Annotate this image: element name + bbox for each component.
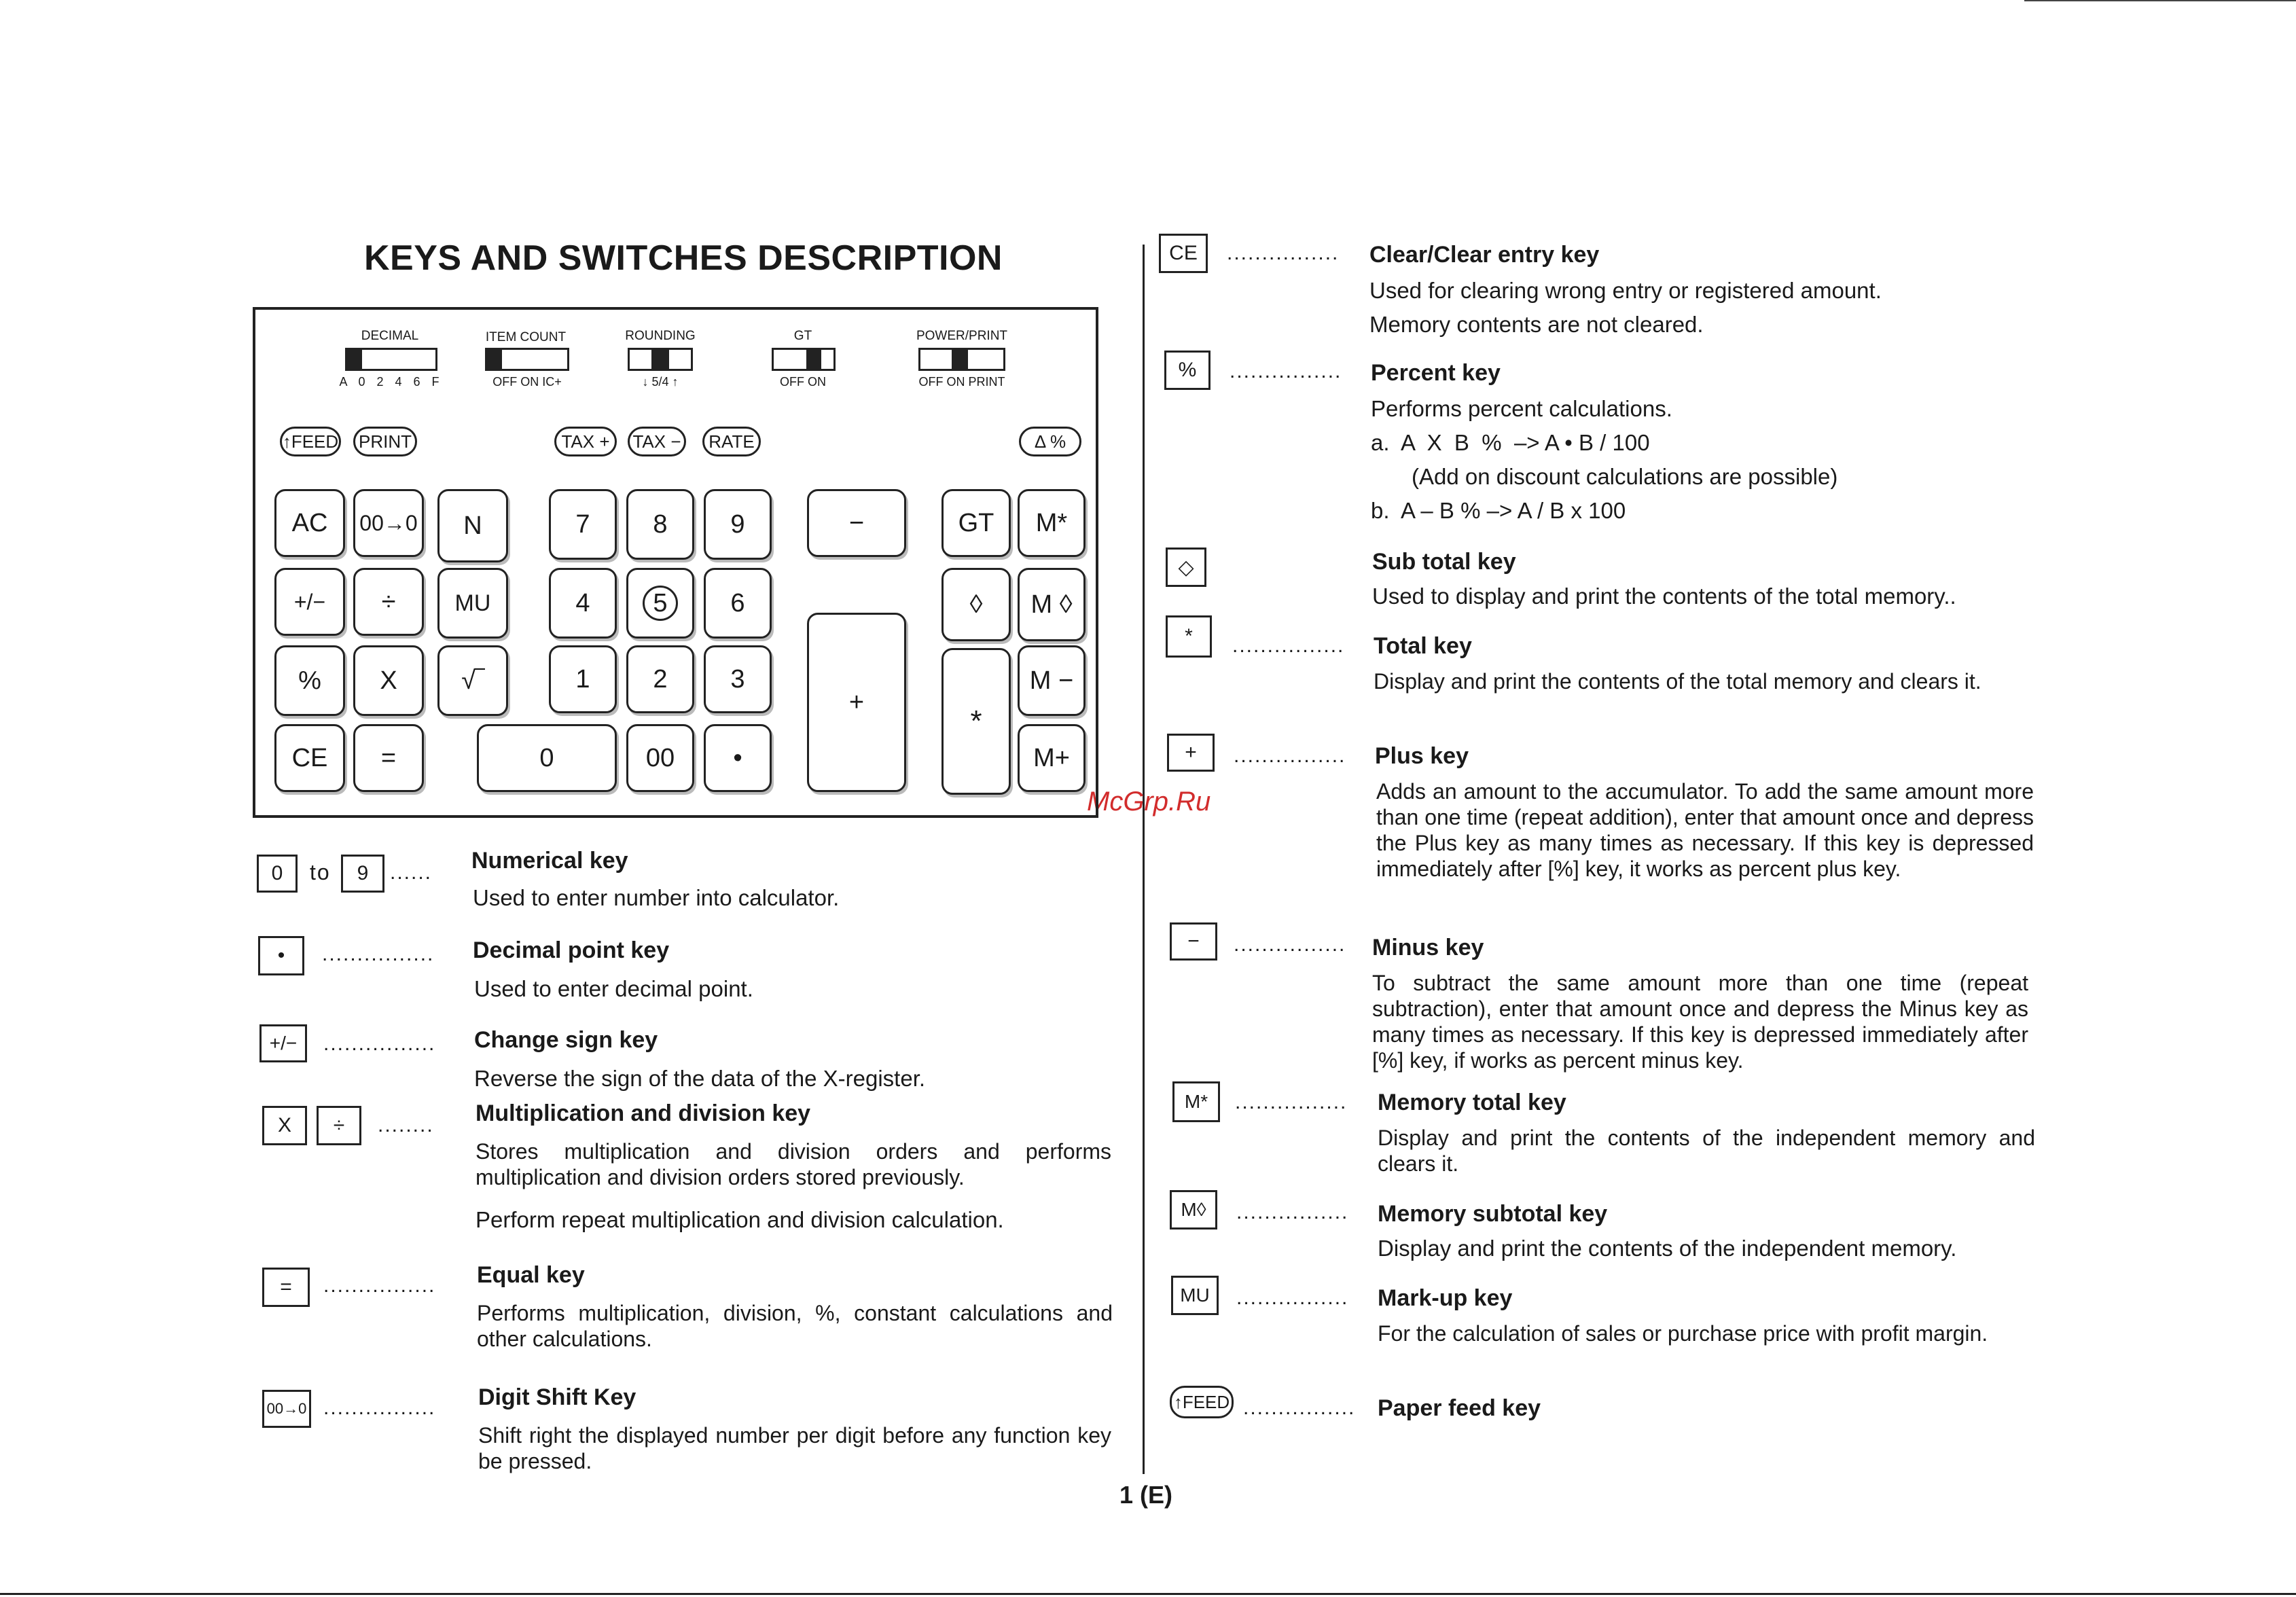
memory-total-dots: ................ — [1235, 1091, 1348, 1113]
ce-icon: CE — [1159, 234, 1208, 273]
switch-item-count-positions: OFF ON IC+ — [492, 375, 562, 389]
mult-div-dots: ........ — [378, 1114, 434, 1136]
key-2[interactable]: 2 — [626, 645, 694, 713]
plus-line-1: Adds an amount to the accumulator. To add the same amount more than one time (repeat addition), enter that amount once and depress the Plus key as many times as necessary. If this key is depressed immediately after [%] key, it works as percent plus key. — [1376, 779, 2034, 881]
divide-icon: ÷ — [317, 1106, 361, 1145]
feed-icon: ↑FEED — [1170, 1386, 1234, 1418]
percent-line-2: a. A X B % –> A • B / 100 — [1371, 430, 1650, 455]
memory-subtotal-dots: ................ — [1236, 1201, 1349, 1223]
markup-line-1: For the calculation of sales or purchase price with profit margin. — [1378, 1321, 1988, 1346]
page-number: 1 (E) — [1119, 1481, 1173, 1509]
subtotal-icon: ◇ — [1166, 548, 1206, 587]
multiply-key[interactable]: X — [353, 645, 424, 716]
minus-dots: ................ — [1234, 933, 1346, 956]
digit-shift-dots: ................ — [323, 1397, 436, 1419]
print-button[interactable]: PRINT — [353, 427, 417, 456]
numerical-heading: Numerical key — [471, 848, 628, 874]
percent-line-4: b. A – B % –> A / B x 100 — [1371, 498, 1626, 523]
multiply-icon: X — [262, 1106, 307, 1145]
minus-key[interactable]: − — [807, 489, 906, 557]
subtotal-key[interactable]: ◊ — [941, 568, 1011, 641]
switch-gt-slot[interactable] — [772, 348, 836, 371]
numerical-line-1: Used to enter number into calculator. — [473, 885, 840, 910]
decimal-key[interactable]: • — [704, 724, 772, 792]
page-title: KEYS AND SWITCHES DESCRIPTION — [364, 238, 1003, 278]
delta-percent-button[interactable]: Δ % — [1019, 427, 1081, 456]
decimal-line-1: Used to enter decimal point. — [474, 976, 753, 1001]
numerical-dots: ...... — [390, 861, 433, 884]
change-sign-key[interactable]: +/− — [274, 568, 345, 636]
digit-shift-heading: Digit Shift Key — [478, 1384, 636, 1410]
decimal-dots: ................ — [322, 943, 435, 965]
ac-key[interactable]: AC — [274, 489, 345, 557]
memory-subtotal-heading: Memory subtotal key — [1378, 1201, 1608, 1227]
total-icon: * — [1166, 615, 1212, 658]
ce-heading: Clear/Clear entry key — [1369, 242, 1600, 268]
change-sign-icon: +/− — [259, 1024, 307, 1062]
percent-line-3: (Add on discount calculations are possible) — [1412, 464, 1838, 489]
memory-subtotal-line-1: Display and print the contents of the independent memory. — [1378, 1236, 1957, 1261]
key-4[interactable]: 4 — [549, 568, 617, 639]
scan-top-edge-line — [2024, 0, 2296, 1]
feed-heading: Paper feed key — [1378, 1395, 1541, 1421]
switch-gt-positions: OFF ON — [780, 375, 826, 389]
decimal-point-icon: • — [258, 936, 304, 975]
digit-shift-key[interactable]: 00→0 — [353, 489, 424, 557]
memory-total-icon: M* — [1172, 1081, 1220, 1122]
rate-button[interactable]: RATE — [702, 427, 761, 456]
markup-heading: Mark-up key — [1378, 1285, 1513, 1311]
scan-bottom-edge-line — [0, 1593, 2296, 1595]
markup-dots: ................ — [1236, 1287, 1349, 1309]
switch-power-print-slot[interactable] — [918, 348, 1005, 371]
minus-heading: Minus key — [1372, 935, 1484, 961]
mult-div-line-2: Perform repeat multiplication and division calculation. — [476, 1207, 1004, 1232]
plus-heading: Plus key — [1375, 743, 1469, 769]
percent-heading: Percent key — [1371, 360, 1501, 386]
memory-total-line-1: Display and print the contents of the independent memory and clears it. — [1378, 1126, 2035, 1176]
tax-plus-button[interactable]: TAX + — [554, 427, 617, 456]
equal-heading: Equal key — [477, 1262, 585, 1288]
numerical-to-icon: 9 — [341, 855, 384, 893]
digit-shift-line-1: Shift right the displayed number per digit before any function key be pressed. — [478, 1423, 1111, 1473]
numerical-to-label: to — [310, 860, 331, 884]
subtotal-line-1: Used to display and print the contents of the total memory.. — [1372, 584, 1956, 609]
plus-icon: + — [1167, 734, 1215, 772]
key-5[interactable] — [626, 568, 694, 639]
mult-div-line-1: Stores multiplication and division orders and performs multiplication and division orders stored previously. — [476, 1139, 1111, 1189]
ce-key[interactable]: CE — [274, 724, 345, 792]
switch-rounding-title: ROUNDING — [625, 329, 696, 343]
ce-line-1: Used for clearing wrong entry or registered amount. — [1369, 278, 1882, 303]
percent-line-1: Performs percent calculations. — [1371, 396, 1672, 421]
memory-subtotal-key[interactable]: M ◊ — [1018, 568, 1086, 641]
key-7[interactable]: 7 — [549, 489, 617, 560]
switch-rounding-positions: ↓ 5/4 ↑ — [642, 375, 679, 389]
switch-power-print-title: POWER/PRINT — [916, 329, 1008, 343]
memory-plus-key[interactable]: M+ — [1018, 724, 1086, 792]
switch-decimal-knob — [347, 350, 362, 369]
feed-button[interactable]: ↑FEED — [280, 427, 341, 456]
minus-line-1: To subtract the same amount more than one time (repeat subtraction), enter that amount once and depress the Minus key as many times as necessary. If this key is depressed immediately after [%] key, if works as percent minus key. — [1372, 971, 2028, 1073]
key-3[interactable]: 3 — [704, 645, 772, 713]
column-divider — [1143, 245, 1145, 1474]
switch-gt-title: GT — [793, 329, 812, 343]
switch-rounding-slot[interactable] — [628, 348, 693, 371]
key-0[interactable]: 0 — [477, 724, 617, 792]
key-8[interactable]: 8 — [626, 489, 694, 560]
total-dots: ................ — [1232, 634, 1345, 657]
key-9[interactable]: 9 — [704, 489, 772, 560]
ce-dots: ................ — [1227, 242, 1340, 264]
tax-minus-button[interactable]: TAX − — [628, 427, 686, 456]
key-00[interactable]: 00 — [626, 724, 694, 792]
equal-line-1: Performs multiplication, division, %, constant calculations and other calculations. — [477, 1301, 1113, 1351]
memory-minus-key[interactable]: M − — [1018, 645, 1086, 716]
switch-item-count-title: ITEM COUNT — [485, 330, 567, 344]
switch-item-count-knob — [487, 350, 502, 369]
total-key[interactable]: * — [941, 648, 1011, 795]
change-sign-heading: Change sign key — [474, 1027, 658, 1053]
percent-icon: % — [1164, 351, 1210, 390]
plus-key[interactable]: + — [807, 613, 906, 792]
square-root-key[interactable]: √‾ — [437, 645, 508, 716]
change-sign-dots: ................ — [323, 1033, 436, 1055]
equal-icon: = — [262, 1268, 310, 1307]
feed-dots: ................ — [1243, 1397, 1356, 1419]
digit-shift-icon: 00→0 — [262, 1390, 311, 1428]
total-line-1: Display and print the contents of the total memory and clears it. — [1374, 669, 1981, 694]
gt-key[interactable]: GT — [941, 489, 1011, 557]
switch-rounding-knob — [651, 350, 669, 369]
switch-decimal-title: DECIMAL — [361, 329, 419, 343]
key-6[interactable]: 6 — [704, 568, 772, 639]
switch-power-print-knob — [952, 350, 968, 369]
markup-icon: MU — [1171, 1276, 1219, 1315]
switch-gt-knob — [806, 350, 821, 369]
percent-dots: ................ — [1230, 360, 1342, 382]
memory-total-heading: Memory total key — [1378, 1090, 1566, 1115]
switch-power-print-positions: OFF ON PRINT — [918, 375, 1005, 389]
minus-icon: − — [1170, 922, 1217, 961]
mult-div-heading: Multiplication and division key — [476, 1100, 811, 1126]
key-5-circle: 5 — [643, 586, 678, 621]
markup-key[interactable]: MU — [437, 568, 508, 639]
switch-item-count-slot[interactable] — [485, 348, 569, 371]
change-sign-line-1: Reverse the sign of the data of the X-register. — [474, 1066, 926, 1091]
decimal-heading: Decimal point key — [473, 937, 670, 963]
switch-decimal-slot[interactable] — [345, 348, 437, 371]
numerical-from-icon: 0 — [257, 855, 298, 893]
subtotal-heading: Sub total key — [1372, 549, 1516, 575]
calculator-panel — [253, 307, 1098, 818]
divide-key[interactable]: ÷ — [353, 568, 424, 636]
total-heading: Total key — [1374, 633, 1472, 659]
equal-dots: ................ — [323, 1274, 436, 1297]
watermark: McGrp.Ru — [1087, 787, 1211, 817]
plus-dots: ................ — [1234, 744, 1346, 767]
equal-key[interactable]: = — [353, 724, 424, 792]
memory-total-key[interactable]: M* — [1018, 489, 1086, 557]
percent-key[interactable]: % — [274, 645, 345, 716]
memory-subtotal-icon: M◊ — [1170, 1190, 1217, 1230]
n-key[interactable]: N — [437, 489, 508, 562]
switch-decimal-positions: A 0 2 4 6 F — [339, 375, 444, 389]
key-1[interactable]: 1 — [549, 645, 617, 713]
ce-line-2: Memory contents are not cleared. — [1369, 312, 1704, 337]
